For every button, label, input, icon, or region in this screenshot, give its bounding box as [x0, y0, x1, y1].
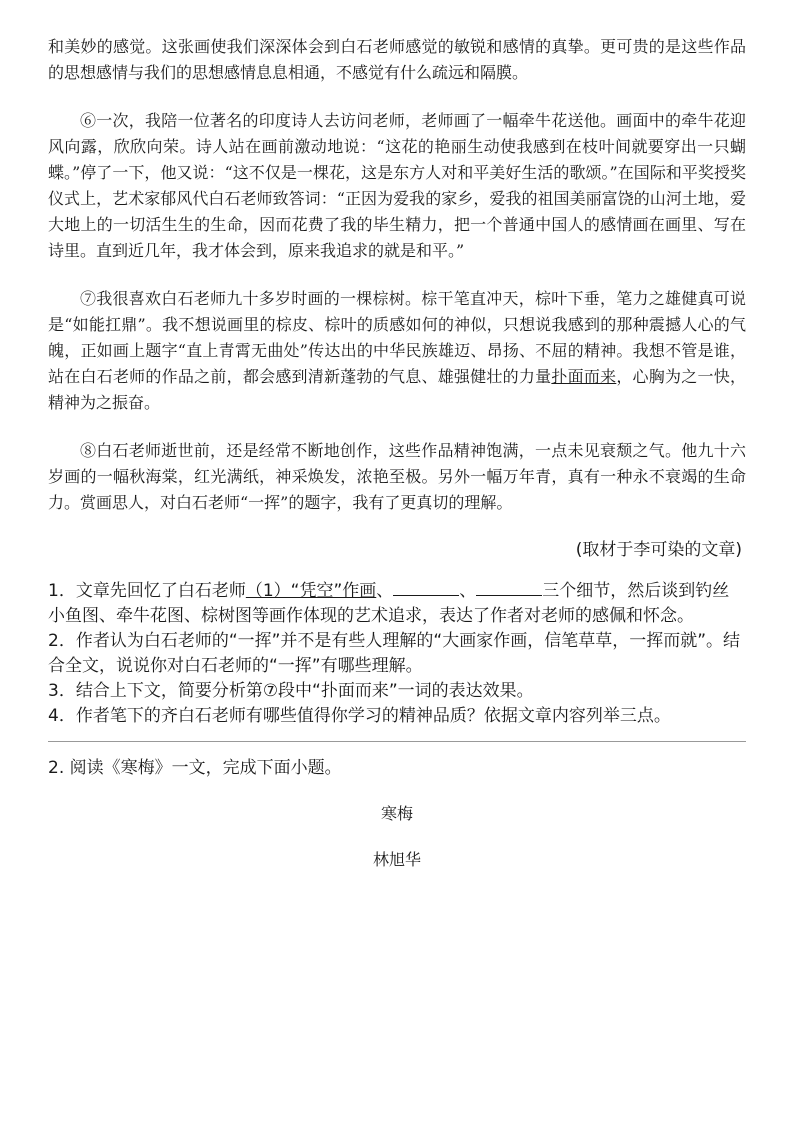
question-4: 4．作者笔下的齐白石老师有哪些值得你学习的精神品质？依据文章内容列举三点。 [48, 706, 671, 726]
next-section-instruction: 2. 阅读《寒梅》一文，完成下面小题。 [48, 758, 342, 778]
article-body [48, 34, 746, 516]
paragraph-7 [48, 286, 746, 416]
question-1-suffix: 三个细节，然后谈到钓丝小鱼图、牵牛花图、棕树图等画作体现的艺术追求，表达了作者对老师的感佩和怀念。 [48, 581, 730, 626]
paragraph-8: ⑧白石老师逝世前，还是经常不断地创作，这些作品精神饱满，一点未见衰颓之气。他九十六岁画的一幅秋海棠，红光满纸，神采焕发，浓艳至极。另外一幅万年青，真有一种永不衰竭的生命力。赏画思人，对白石老师“一挥”的题字，我有了更真切的理解。 [48, 441, 746, 512]
paragraph-5-tail: 和美妙的感觉。这张画使我们深深体会到白石老师感觉的敏锐和感情的真挚。更可贵的是这些作品的思想感情与我们的思想感情息息相通，不感觉有什么疏远和隔膜。 [48, 37, 746, 82]
question-1-separator: 、 [376, 581, 394, 601]
question-3: 3．结合上下文，简要分析第⑦段中“扑面而来”一词的表达效果。 [48, 681, 534, 701]
question-1-prefix: 1．文章先回忆了白石老师 [48, 581, 246, 601]
next-article-author: 林旭华 [372, 850, 421, 869]
question-1-separator: 、 [459, 581, 477, 601]
answer-blank-3[interactable] [476, 577, 542, 596]
question-1 [48, 577, 746, 629]
underlined-phrase: 扑面而来 [551, 367, 617, 386]
paragraph-7-text-before: ⑦我很喜欢白石老师九十多岁时画的一棵棕树。棕干笔直冲天，棕叶下垂，笔力之雄健真可说是“如能扛鼎”。我不想说画里的棕皮、棕叶的质感如何的神似，只想说我感到的那种震撼人心的气魄，正如画上题字“直上青霄无曲处”传达出的中华民族雄迈、昂扬、不屈的精神。我想不管是谁，站在白石老师的作品之前，都会感到清新蓬勃的气息、雄强健壮的力量 [48, 289, 746, 386]
question-list [48, 577, 746, 729]
paragraph-7-text-after: ，心胸为之一快，精神为之振奋。 [48, 367, 746, 412]
next-article-title: 寒梅 [380, 804, 413, 823]
section-divider [48, 741, 746, 742]
paragraph-6: ⑥一次，我陪一位著名的印度诗人去访问老师，老师画了一幅牵牛花送他。画面中的牵牛花迎风向露，欣欣向荣。诗人站在画前激动地说：“这花的艳丽生动使我感到在枝叶间就要穿出一只蝴蝶。”停了一下，他又说：“这不仅是一棵花，这是东方人对和平美好生活的歌颂。”在国际和平奖授奖仪式上，艺术家郁风代白石老师致答词：“正因为爱我的家乡，爱我的祖国美丽富饶的山河土地，爱大地上的一切活生生的生命，因而花费了我的毕生精力，把一个普通中国人的感情画在画里、写在诗里。直到近几年，我才体会到，原来我追求的就是和平。” [48, 111, 746, 260]
article-source: (取材于李可染的文章) [575, 540, 742, 560]
answer-blank-2[interactable] [393, 577, 459, 596]
question-1-filled-answer: （1）“凭空”作画 [245, 581, 377, 601]
question-2: 2．作者认为白石老师的“一挥”并不是有些人理解的“大画家作画，信笔草草，一挥而就”。结合全文，说说你对白石老师的“一挥”有哪些理解。 [48, 631, 741, 676]
